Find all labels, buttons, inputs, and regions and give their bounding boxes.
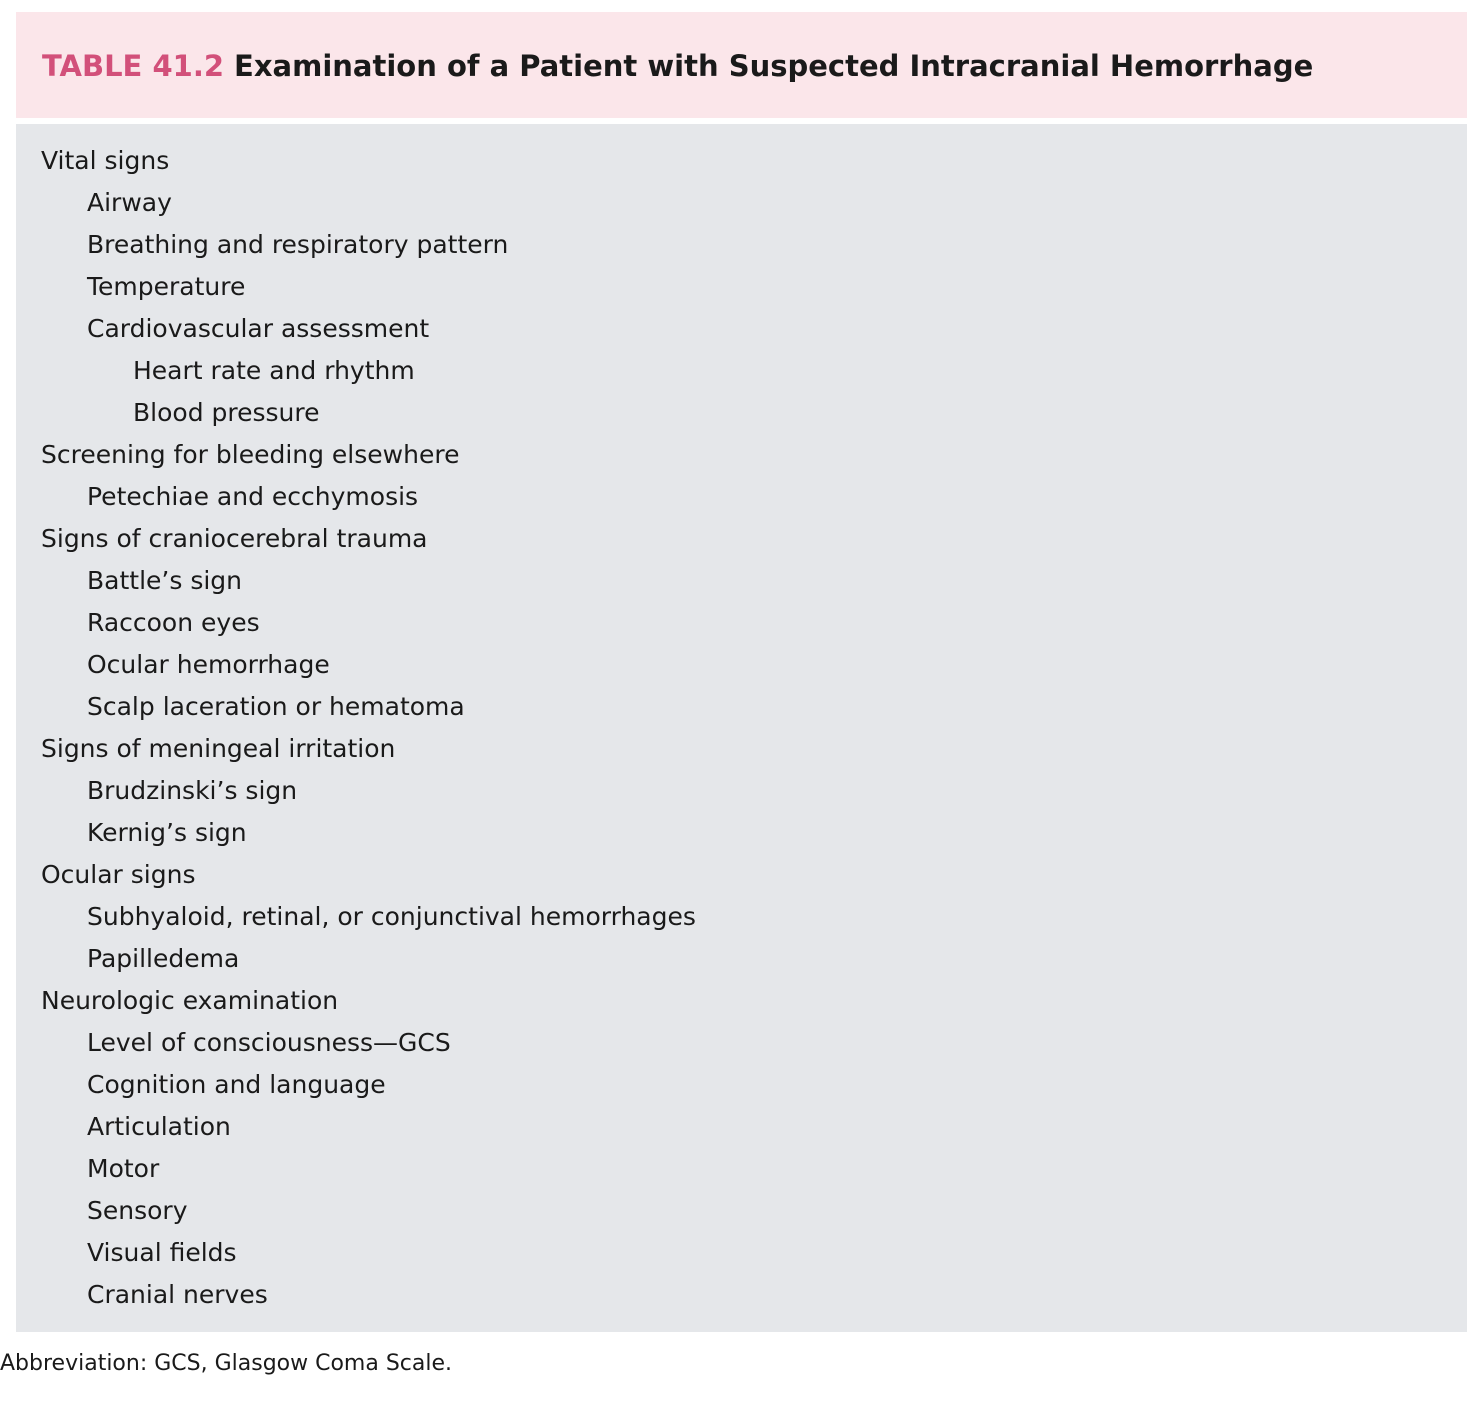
list-item: Blood pressure [133,398,320,427]
list-item: Articulation [87,1112,231,1141]
list-item: Brudzinski’s sign [87,776,298,805]
list-item: Screening for bleeding elsewhere [41,440,460,469]
table-body [16,124,1467,1332]
table-footnote: Abbreviation: GCS, Glasgow Coma Scale. [0,1351,453,1376]
list-item: Papilledema [87,944,240,973]
list-item: Subhyaloid, retinal, or conjunctival hemorrhages [87,902,696,931]
list-item: Level of consciousness—GCS [87,1028,451,1057]
list-item: Kernig’s sign [87,818,247,847]
list-item: Breathing and respiratory pattern [87,230,509,259]
list-item: Petechiae and ecchymosis [87,482,419,511]
list-item: Sensory [87,1196,188,1225]
table-title-text: Examination of a Patient with Suspected Intracranial Hemorrhage [234,49,1314,83]
list-item: Cognition and language [87,1070,386,1099]
table-number: TABLE 41.2 [42,49,225,83]
list-item: Airway [87,188,172,217]
list-item: Vital signs [41,146,170,175]
list-item: Ocular signs [41,860,196,889]
list-item: Motor [87,1154,160,1183]
list-item: Signs of craniocerebral trauma [41,524,428,553]
list-item: Signs of meningeal irritation [41,734,396,763]
table-title [42,46,1313,86]
list-item: Cranial nerves [87,1280,268,1309]
list-item: Temperature [87,272,246,301]
list-item: Scalp laceration or hematoma [87,692,465,721]
list-item: Raccoon eyes [87,608,260,637]
list-item: Battle’s sign [87,566,243,595]
list-item: Neurologic examination [41,986,339,1015]
list-item: Heart rate and rhythm [133,356,415,385]
table-header [16,12,1467,118]
examination-list [16,140,696,1316]
list-item: Cardiovascular assessment [87,314,430,343]
list-item: Ocular hemorrhage [87,650,330,679]
list-item: Visual fields [87,1238,237,1267]
